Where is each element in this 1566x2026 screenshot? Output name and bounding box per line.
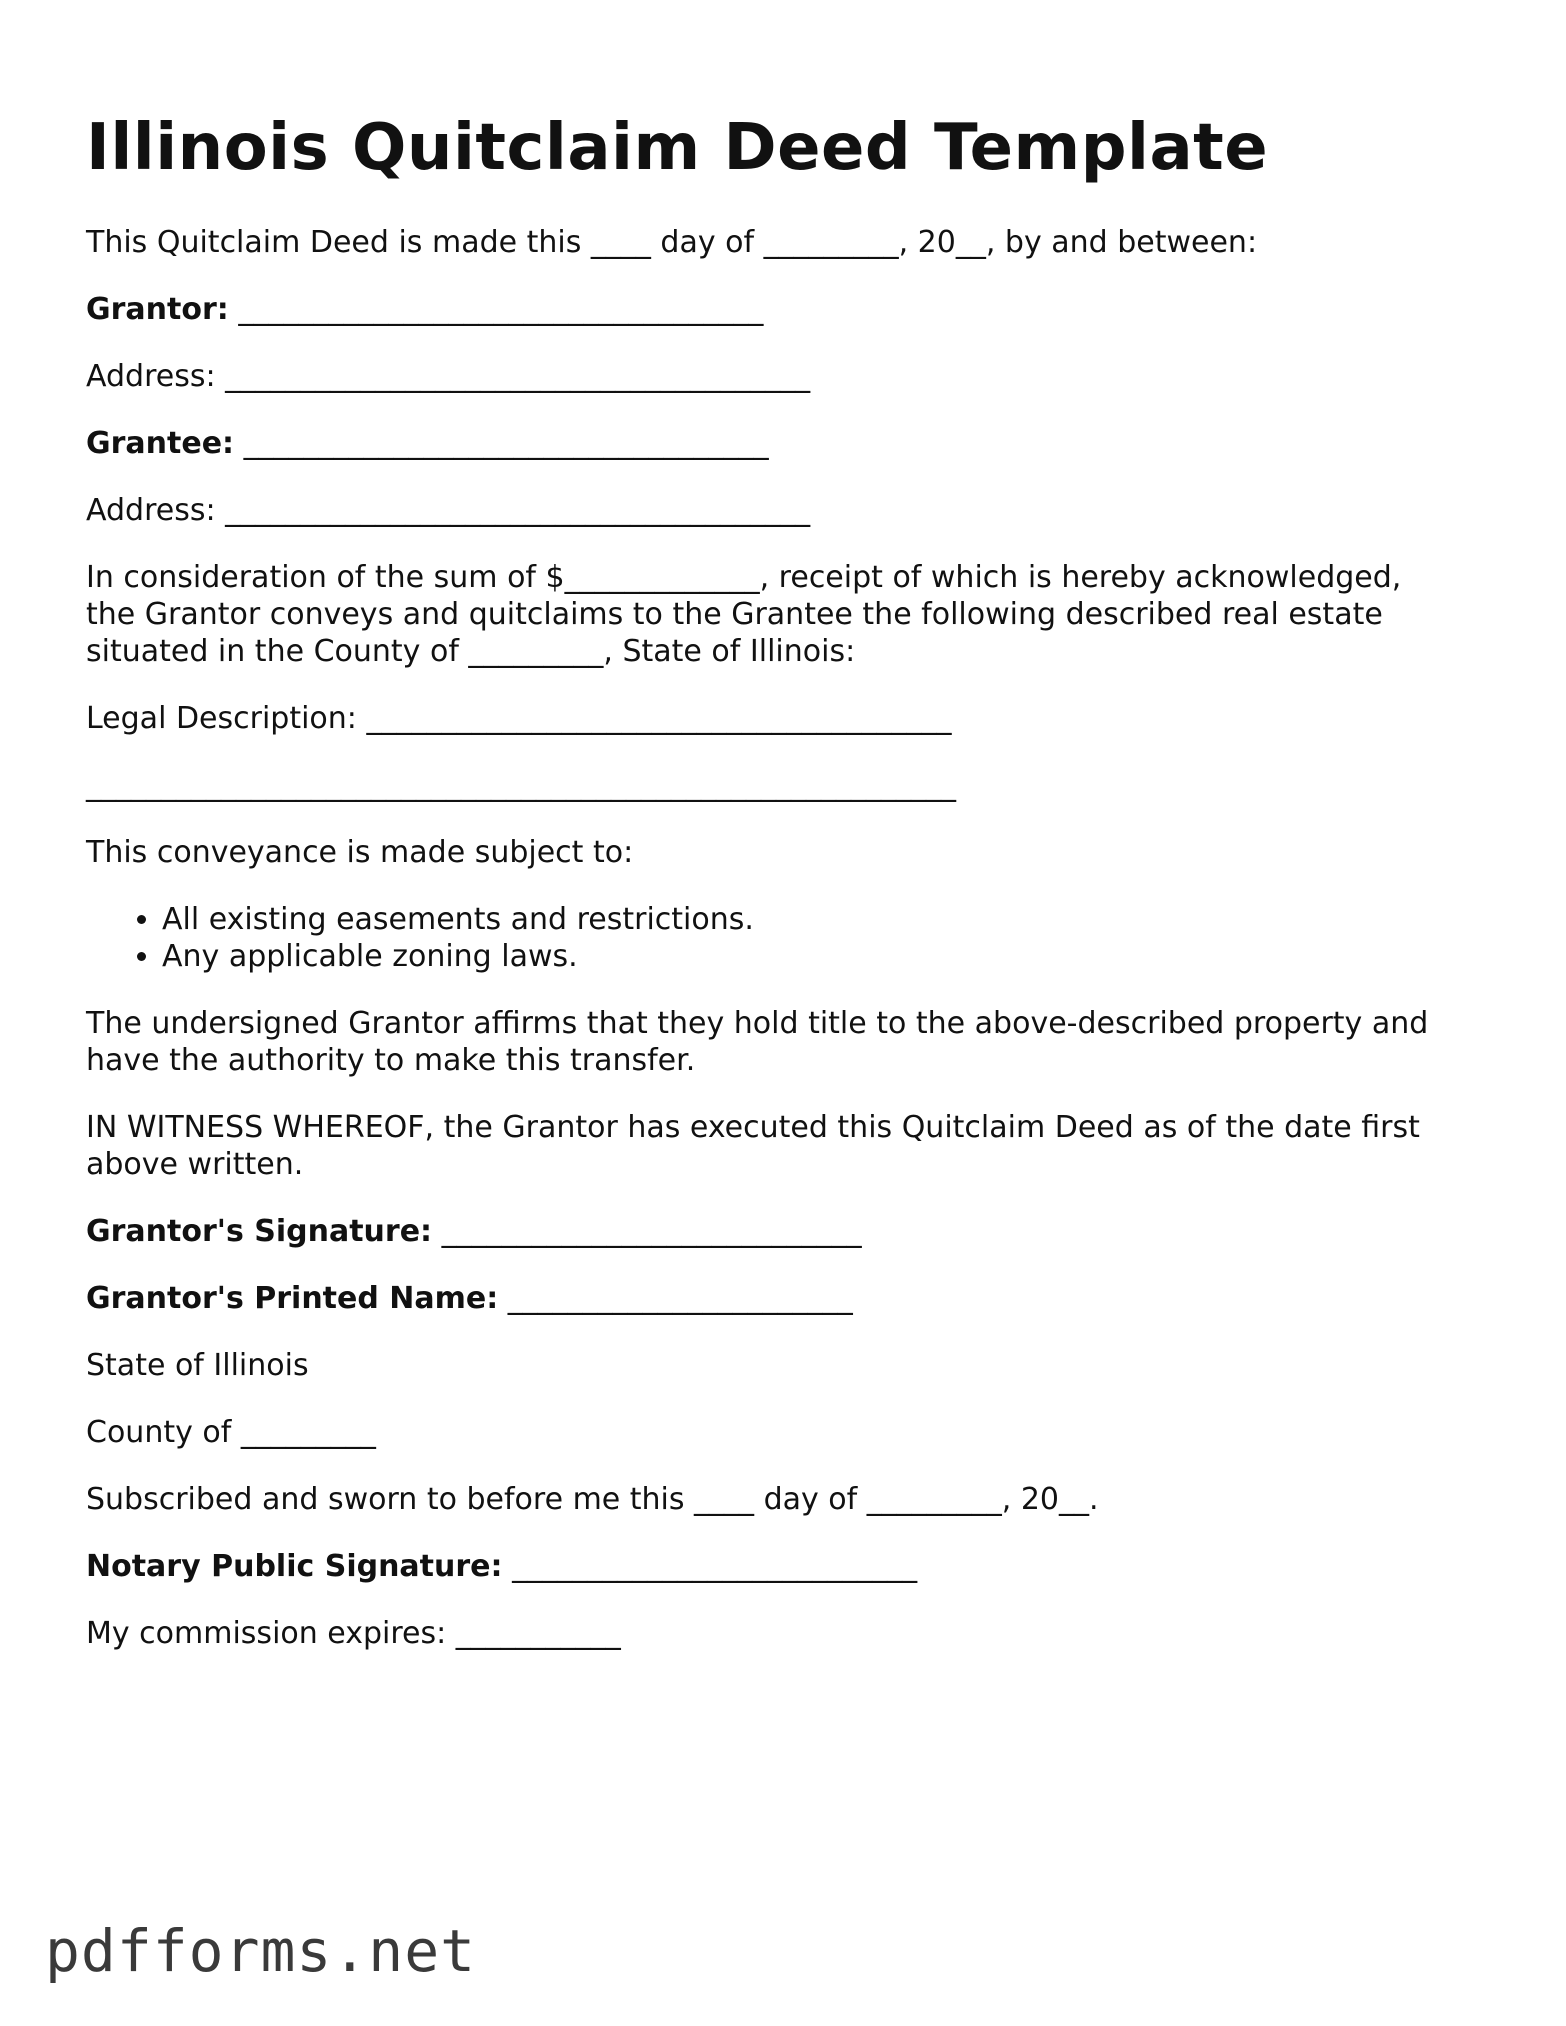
grantor-field — [86, 291, 1486, 328]
grantor-line: ___________________________________ — [238, 292, 764, 327]
notary-signature-label: Notary Public Signature: — [86, 1549, 503, 1584]
grantee-field — [86, 425, 1486, 462]
grantor-printed-name-label: Grantor's Printed Name: — [86, 1281, 499, 1316]
legal-description-label: Legal Description: — [86, 701, 357, 736]
grantor-printed-name-line: _______________________ — [507, 1281, 853, 1316]
grantor-address-line: _______________________________________ — [225, 359, 811, 394]
consideration-line-3: situated in the County of _________, State of Illinois: — [86, 634, 856, 669]
subject-to-list — [86, 901, 1486, 975]
notary-county: County of _________ — [86, 1415, 376, 1450]
affirmation-paragraph — [86, 1005, 1486, 1079]
document-page — [86, 108, 1486, 1682]
list-item: • Any applicable zoning laws. — [162, 938, 1486, 975]
watermark: pdfforms.net — [45, 1917, 477, 1985]
witness-line-2: above written. — [86, 1147, 304, 1182]
list-item: • All existing easements and restrictions. — [162, 901, 1486, 938]
grantee-address-line: _______________________________________ — [225, 493, 811, 528]
grantee-address-label: Address: — [86, 493, 216, 528]
notary-signature-line: ___________________________ — [512, 1549, 918, 1584]
grantor-signature-label: Grantor's Signature: — [86, 1214, 433, 1249]
grantor-address-label: Address: — [86, 359, 216, 394]
notary-signature-field — [86, 1548, 1486, 1585]
affirmation-line-1: The undersigned Grantor affirms that they hold title to the above-described property and — [86, 1006, 1429, 1041]
grantee-label: Grantee: — [86, 426, 235, 461]
consideration-line-1: In consideration of the sum of $_____________, receipt of which is hereby acknowledged, — [86, 560, 1402, 595]
notary-state: State of Illinois — [86, 1348, 309, 1383]
grantor-printed-name-field — [86, 1280, 1486, 1317]
legal-description-line: _______________________________________ — [366, 701, 952, 736]
grantor-label: Grantor: — [86, 292, 229, 327]
grantor-signature-field — [86, 1213, 1486, 1250]
notary-sworn-statement: Subscribed and sworn to before me this ____ day of _________, 20__. — [86, 1482, 1099, 1517]
consideration-line-2: the Grantor conveys and quitclaims to the Grantee the following described real estate — [86, 597, 1383, 632]
witness-line-1: IN WITNESS WHEREOF, the Grantor has executed this Quitclaim Deed as of the date first — [86, 1110, 1420, 1145]
grantee-line: ___________________________________ — [243, 426, 769, 461]
notary-commission: My commission expires: ___________ — [86, 1616, 621, 1651]
witness-paragraph — [86, 1109, 1486, 1183]
affirmation-line-2: have the authority to make this transfer. — [86, 1043, 696, 1078]
legal-description-continuation: __________________________________________________________ — [86, 768, 956, 803]
grantor-signature-line: ____________________________ — [441, 1214, 862, 1249]
page-title: Illinois Quitclaim Deed Template — [86, 111, 1269, 185]
legal-description-field — [86, 700, 1486, 737]
consideration-paragraph — [86, 559, 1486, 670]
intro-paragraph: This Quitclaim Deed is made this ____ day of _________, 20__, by and between: — [86, 225, 1258, 260]
grantee-address-field — [86, 492, 1486, 529]
grantor-address-field — [86, 358, 1486, 395]
subject-to-intro: This conveyance is made subject to: — [86, 835, 634, 870]
